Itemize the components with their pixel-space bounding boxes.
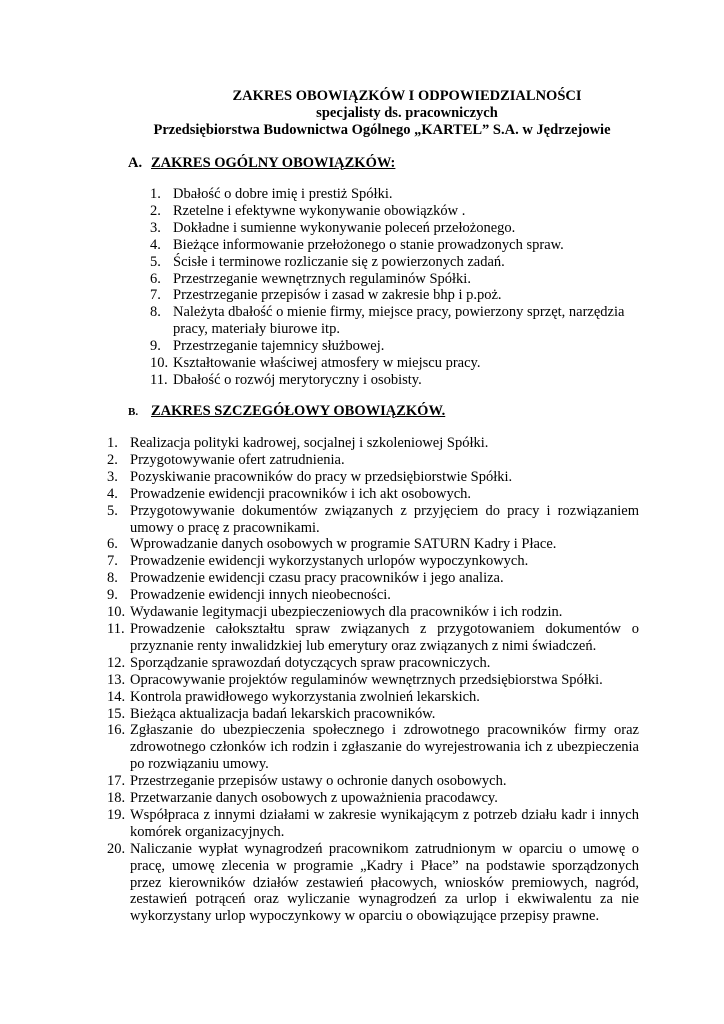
document-subtitle-company: Przedsiębiorstwa Budownictwa Ogólnego „KARTEL” S.A. w Jędrzejowie bbox=[153, 122, 611, 138]
item-number: 18. bbox=[107, 790, 126, 807]
item-text: Prowadzenie ewidencji pracowników i ich akt osobowych. bbox=[130, 485, 472, 502]
item-number: 11. bbox=[107, 620, 125, 637]
item-number: 5. bbox=[107, 502, 118, 519]
section-b-heading bbox=[128, 402, 445, 421]
list-item bbox=[150, 355, 640, 372]
list-item bbox=[107, 689, 639, 706]
list-item bbox=[150, 237, 640, 254]
item-text: Kontrola prawidłowego wykorzystania zwolnień lekarskich. bbox=[130, 688, 480, 705]
item-number: 9. bbox=[150, 338, 161, 355]
item-number: 9. bbox=[107, 587, 118, 604]
item-text: Ścisłe i terminowe rozliczanie się z powierzonych zadań. bbox=[173, 253, 505, 270]
item-text: Zgłaszanie do ubezpieczenia społecznego i zdrowotnego pracowników firmy oraz zdrowotnego członków ich rodzin i zgłaszanie do wyrejestrowania ich z ubezpieczenia po rozwiązaniu umowy. bbox=[130, 722, 639, 773]
section-a-heading bbox=[128, 154, 395, 172]
item-number: 6. bbox=[150, 270, 161, 287]
item-number: 4. bbox=[150, 236, 161, 253]
list-item bbox=[107, 570, 639, 587]
item-number: 3. bbox=[107, 468, 118, 485]
item-number: 10. bbox=[107, 604, 126, 621]
document-title: ZAKRES OBOWIĄZKÓW I ODPOWIEDZIALNOŚCI bbox=[232, 88, 582, 104]
list-item bbox=[107, 841, 639, 926]
item-number: 3. bbox=[150, 219, 161, 236]
section-a-letter: A. bbox=[128, 155, 143, 171]
item-number: 5. bbox=[150, 253, 161, 270]
list-item bbox=[107, 452, 639, 469]
list-item bbox=[107, 604, 639, 621]
item-text: Przestrzeganie wewnętrznych regulaminów Spółki. bbox=[173, 270, 471, 287]
list-item bbox=[107, 536, 639, 553]
list-item bbox=[107, 587, 639, 604]
list-item bbox=[150, 287, 640, 304]
list-item bbox=[150, 254, 640, 271]
item-text: Wydawanie legitymacji ubezpieczeniowych dla pracowników i ich rodzin. bbox=[130, 604, 563, 621]
item-text: Dbałość o rozwój merytoryczny i osobisty. bbox=[173, 371, 422, 388]
list-item bbox=[107, 553, 639, 570]
list-item bbox=[107, 807, 639, 841]
item-text: Rzetelne i efektywne wykonywanie obowiązków . bbox=[173, 202, 466, 219]
item-text: Przestrzeganie tajemnicy służbowej. bbox=[173, 338, 385, 355]
item-text: Współpraca z innymi działami w zakresie wynikającym z potrzeb działu kadr i innych komórek organizacyjnych. bbox=[130, 806, 639, 840]
item-text: Realizacja polityki kadrowej, socjalnej i szkoleniowej Spółki. bbox=[130, 435, 489, 451]
section-a-title: ZAKRES OGÓLNY OBOWIĄZKÓW: bbox=[151, 155, 396, 171]
list-item bbox=[107, 790, 639, 807]
item-number: 10. bbox=[150, 355, 169, 372]
item-text: Przestrzeganie przepisów i zasad w zakresie bhp i p.poż. bbox=[173, 287, 502, 304]
item-number: 8. bbox=[150, 304, 161, 321]
item-number: 2. bbox=[150, 202, 161, 219]
item-number: 7. bbox=[107, 553, 118, 570]
list-item bbox=[107, 435, 639, 452]
item-number: 14. bbox=[107, 688, 126, 705]
item-number: 17. bbox=[107, 773, 126, 790]
list-item bbox=[107, 469, 639, 486]
list-item bbox=[107, 722, 639, 773]
item-text: Pozyskiwanie pracowników do pracy w przedsiębiorstwie Spółki. bbox=[130, 468, 513, 485]
list-item bbox=[150, 271, 640, 288]
item-text: Bieżąca aktualizacja badań lekarskich pracowników. bbox=[130, 705, 436, 722]
item-number: 11. bbox=[150, 371, 168, 388]
item-number: 13. bbox=[107, 671, 126, 688]
item-text: Prowadzenie ewidencji innych nieobecności. bbox=[130, 587, 391, 604]
item-text: Prowadzenie całokształtu spraw związanych z przygotowaniem dokumentów o przyznanie renty inwalidzkiej lub emerytury oraz związanych z nimi świadczeń. bbox=[130, 620, 639, 654]
list-item bbox=[107, 655, 639, 672]
list-item bbox=[150, 338, 640, 355]
item-text: Dokładne i sumienne wykonywanie poleceń przełożonego. bbox=[173, 219, 516, 236]
item-text: Dbałość o dobre imię i prestiż Spółki. bbox=[173, 186, 393, 202]
section-b-letter: B. bbox=[128, 406, 139, 418]
item-number: 16. bbox=[107, 722, 126, 739]
item-number: 20. bbox=[107, 840, 126, 857]
detailed-duties-list bbox=[107, 435, 639, 925]
item-text: Przetwarzanie danych osobowych z upoważnienia pracodawcy. bbox=[130, 790, 498, 807]
item-number: 19. bbox=[107, 806, 126, 823]
item-text: Prowadzenie ewidencji czasu pracy pracowników i jego analiza. bbox=[130, 570, 504, 587]
item-number: 8. bbox=[107, 570, 118, 587]
item-text: Wprowadzanie danych osobowych w programie SATURN Kadry i Płace. bbox=[130, 536, 557, 553]
list-item bbox=[150, 220, 640, 237]
item-text: Kształtowanie właściwej atmosfery w miejscu pracy. bbox=[173, 355, 481, 372]
list-item bbox=[150, 372, 640, 389]
item-text: Sporządzanie sprawozdań dotyczących spraw pracowniczych. bbox=[130, 654, 491, 671]
item-text: Opracowywanie projektów regulaminów wewnętrznych przedsiębiorstwa Spółki. bbox=[130, 671, 603, 688]
item-number: 7. bbox=[150, 287, 161, 304]
list-item bbox=[107, 503, 639, 537]
item-text: Bieżące informowanie przełożonego o stanie prowadzonych spraw. bbox=[173, 236, 564, 253]
general-duties-list bbox=[150, 186, 640, 389]
list-item bbox=[107, 486, 639, 503]
list-item bbox=[150, 186, 640, 203]
list-item bbox=[150, 304, 640, 338]
item-number: 12. bbox=[107, 654, 126, 671]
list-item bbox=[150, 203, 640, 220]
item-number: 1. bbox=[150, 186, 161, 202]
item-number: 6. bbox=[107, 536, 118, 553]
item-text: Naliczanie wypłat wynagrodzeń pracownikom zatrudnionym w oparciu o umowę o pracę, umowę zlecenia w programie „Kadry i Płace” na podstawie sporządzonych przez kierowników działów zestawień płacowych, wniosków premiowych, nagród, zestawień potrąceń oraz wyliczanie wynagrodzeń za urlop i ekwiwalentu za nie wykorzystany urlop wypoczynkowy w oparciu o obowiązujące przepisy prawne. bbox=[130, 840, 639, 925]
item-text: Przestrzeganie przepisów ustawy o ochronie danych osobowych. bbox=[130, 773, 507, 790]
list-item bbox=[107, 773, 639, 790]
list-item bbox=[107, 621, 639, 655]
item-text: Należyta dbałość o mienie firmy, miejsce pracy, powierzony sprzęt, narzędzia pracy, materiały biurowe itp. bbox=[173, 304, 625, 338]
item-number: 4. bbox=[107, 485, 118, 502]
item-number: 1. bbox=[107, 435, 118, 451]
document-subtitle-position: specjalisty ds. pracowniczych bbox=[316, 105, 498, 121]
item-text: Przygotowywanie dokumentów związanych z przyjęciem do pracy i rozwiązaniem umowy o pracę z pracownikami. bbox=[130, 502, 639, 536]
list-item bbox=[107, 706, 639, 723]
item-number: 2. bbox=[107, 451, 118, 468]
section-b-title: ZAKRES SZCZEGÓŁOWY OBOWIĄZKÓW. bbox=[151, 403, 446, 419]
list-item bbox=[107, 672, 639, 689]
item-number: 15. bbox=[107, 705, 126, 722]
item-text: Przygotowywanie ofert zatrudnienia. bbox=[130, 451, 345, 468]
item-text: Prowadzenie ewidencji wykorzystanych urlopów wypoczynkowych. bbox=[130, 553, 529, 570]
